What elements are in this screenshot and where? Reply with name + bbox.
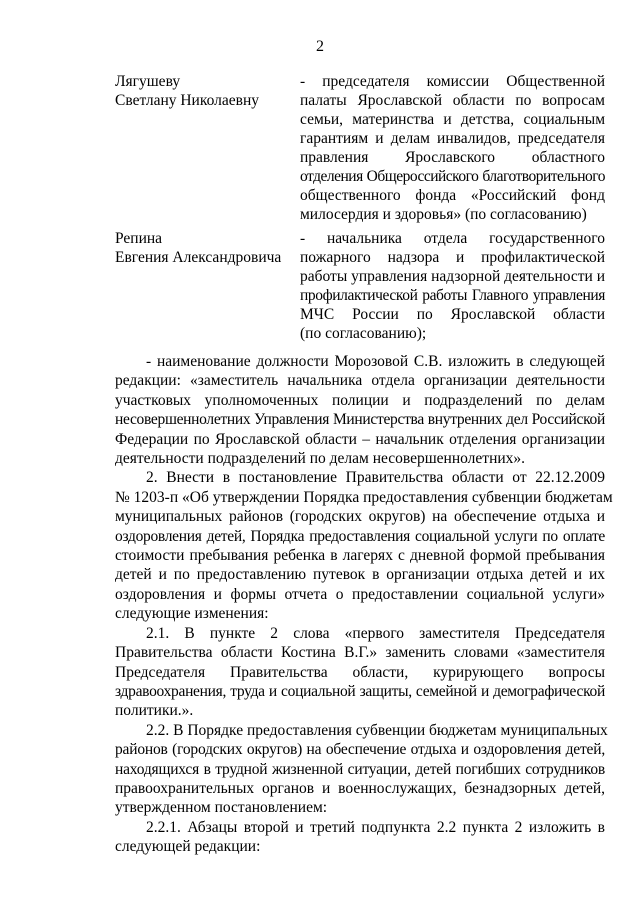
paragraph-line: 2. Внести в постановление Правительства области от 22.12.2009 [146, 469, 605, 487]
paragraph-line: утвержденном постановлением: [115, 799, 328, 817]
member-position-line: - председателя комиссии Общественной [300, 73, 605, 90]
member-position-line: пожарного надзора и профилактической [300, 249, 605, 266]
paragraph-line: стоимости пребывания ребенка в лагерях с дневной формой пребывания [115, 547, 605, 565]
paragraph [115, 721, 608, 818]
paragraph-line: оздоровления и формы отчета о предоставлении социальной услуги» [115, 585, 605, 603]
paragraph-line: районов (городских округов) на обеспечение отдыха и оздоровления детей, [115, 741, 605, 759]
member-name [115, 229, 295, 267]
member-position-line: отделения Общероссийского благотворительного [300, 168, 605, 185]
member-name-line: Репина [115, 230, 163, 247]
member-position-line: - начальника отдела государственного [300, 230, 605, 247]
paragraph-line: Председателя Правительства области, курирующего вопросы [115, 663, 605, 681]
document-body [115, 352, 613, 857]
member-position-line: общественного фонда «Российский фонд [300, 187, 605, 204]
paragraph-line: муниципальных районов (городских округов) на обеспечение отдыха и [115, 508, 605, 526]
paragraph-line: детей и по предоставлению путевок в организации отдыха детей и их [115, 566, 605, 584]
member-position-line: профилактической работы Главного управления [300, 287, 605, 304]
paragraph-line: 2.1. В пункте 2 слова «первого заместителя Председателя [146, 624, 605, 642]
paragraph [115, 468, 613, 623]
member-position-line: правления Ярославского областного [300, 149, 605, 166]
paragraph-line: оздоровления детей, Порядка предоставления социальной услуги по оплате [115, 527, 605, 545]
paragraph [115, 624, 605, 721]
paragraph-line: деятельности подразделений по делам несовершеннолетних». [115, 450, 526, 468]
paragraph-line: 2.2. В Порядке предоставления субвенции бюджетам муниципальных [146, 721, 608, 739]
paragraph-line: правоохранительных органов и военнослужащих, безнадзорных детей, [115, 779, 605, 797]
paragraph-line: здравоохранения, труда и социальной защиты, семейной и демографической [115, 682, 605, 700]
paragraph-line: Федерации по Ярославской области – начальник отделения организации [115, 430, 605, 448]
member-name [115, 72, 295, 110]
paragraph [115, 818, 605, 857]
paragraph-line: участковых уполномоченных полиции и подразделений по делам [115, 391, 605, 409]
paragraph-line: несовершеннолетних Управления Министерства внутренних дел Российской [115, 411, 605, 429]
member-position-line: гарантиям и делам инвалидов, председателя [300, 130, 605, 147]
member-position [300, 72, 605, 224]
member-position-line: палаты Ярославской области по вопросам [300, 92, 605, 109]
paragraph-line: следующей редакции: [115, 838, 261, 856]
paragraph-line: Правительства области Костина В.Г.» заменить словами «заместителя [115, 644, 605, 662]
paragraph-line: № 1203-п «Об утверждении Порядка предоставления субвенции бюджетам [115, 488, 613, 506]
member-name-line: Светлану Николаевну [115, 92, 260, 109]
paragraph-line: следующие изменения: [115, 605, 269, 623]
member-position-line: (по согласованию); [300, 325, 427, 342]
member-position [300, 229, 605, 343]
paragraph-line: редакции: «заместитель начальника отдела организации деятельности [115, 372, 605, 390]
page-number: 2 [316, 38, 324, 55]
paragraph-line: политики.». [115, 702, 194, 720]
member-position-line: МЧС России по Ярославской области [300, 306, 605, 323]
member-position-line: милосердия и здоровья» (по согласованию) [300, 206, 587, 223]
member-position-line: работы управления надзорной деятельности и [300, 268, 606, 285]
paragraph-line: 2.2.1. Абзацы второй и третий подпункта 2.2 пункта 2 изложить в [146, 818, 605, 836]
member-position-line: семьи, материнства и детства, социальным [300, 111, 605, 128]
member-name-line: Евгения Александровича [115, 249, 282, 266]
paragraph [115, 352, 605, 468]
member-name-line: Лягушеву [115, 73, 181, 90]
paragraph-line: - наименование должности Морозовой С.В. изложить в следующей [146, 353, 605, 370]
paragraph-line: находящихся в трудной жизненной ситуации, детей погибших сотрудников [115, 760, 605, 778]
